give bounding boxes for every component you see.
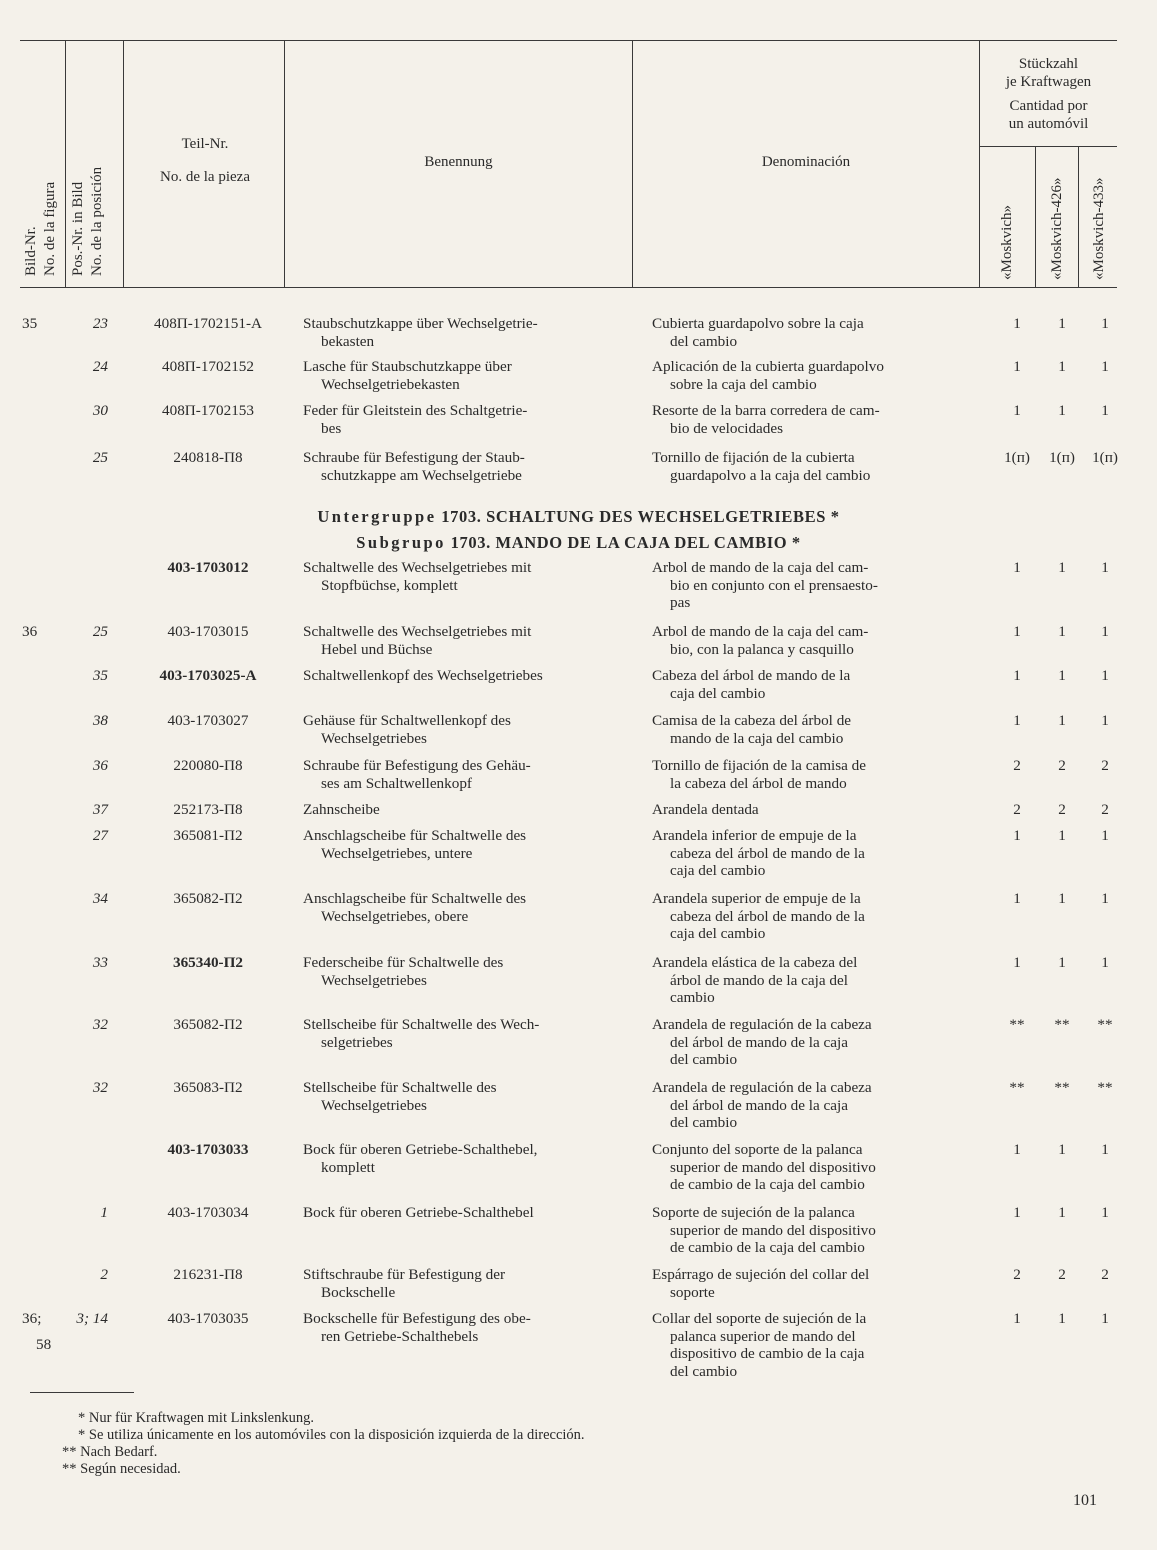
benennung-line: bes [321,419,342,437]
benennung-cell [303,1266,613,1301]
denominacion-line: dispositivo de cambio de la caja [670,1345,865,1362]
qty-moskvich: 1 [1013,827,1021,844]
denominacion-line: Arbol de mando de la caja del cam- [652,559,869,576]
qty-moskvich: 1 [1013,890,1021,907]
position-number: 27 [92,827,108,844]
qty-moskvich-426: 1(п) [1049,449,1075,466]
benennung-cell [303,623,613,658]
benennung-line: Wechselgetriebes [321,1096,427,1114]
denominacion-cell [652,801,966,819]
benennung-line: Gehäuse für Schaltwellenkopf des [303,712,511,729]
benennung-line: ses am Schaltwellenkopf [321,774,472,792]
qty-moskvich-433: 1 [1101,623,1109,640]
qty-moskvich-426: 1 [1058,1310,1066,1327]
denominacion-line: sobre la caja del cambio [670,375,817,393]
qty-moskvich: 1 [1013,667,1021,684]
part-number: 365082-П2 [173,890,243,907]
benennung-cell [303,1016,613,1051]
benennung-line: Schaltwelle des Wechselgetriebes mit [303,623,532,640]
qty-moskvich-426: 1 [1058,712,1066,729]
benennung-cell [303,358,613,393]
footnote-4: ** Según necesidad. [62,1461,181,1477]
denominacion-line: Arbol de mando de la caja del cam- [652,623,869,640]
benennung-cell [303,827,613,862]
denominacion-line: Arandela de regulación de la cabeza [652,1079,872,1096]
qty-moskvich-426: 1 [1058,402,1066,419]
qty-moskvich: 1(п) [1004,449,1030,466]
denominacion-cell [652,1266,966,1301]
qty-moskvich-433: 1 [1101,402,1109,419]
denominacion-line: del cambio [670,1362,738,1380]
denominacion-line: caja del cambio [670,925,766,942]
position-number: 25 [92,449,108,466]
qty-moskvich: 1 [1013,358,1021,375]
denominacion-line: Cubierta guardapolvo sobre la caja [652,315,864,332]
denominacion-line: Tornillo de fijación de la cubierta [652,449,855,466]
col-divider-2 [123,40,124,287]
qty-moskvich-433: 1 [1101,712,1109,729]
denominacion-cell [652,358,966,393]
denominacion-line: Arandela inferior de empuje de la [652,827,857,844]
qty-moskvich-426: 1 [1058,358,1066,375]
part-number: 365081-П2 [173,827,243,844]
qty-moskvich-433: 2 [1101,757,1109,774]
qty-moskvich: 1 [1013,402,1021,419]
benennung-line: Zahnscheibe [303,801,380,818]
benennung-line: schutzkappe am Wechselgetriebe [321,466,522,484]
qty-moskvich: 2 [1013,1266,1021,1283]
col-divider-7 [1078,146,1079,287]
denominacion-cell [652,1016,966,1069]
benennung-line: Bock für oberen Getriebe-Schalthebel [303,1204,534,1221]
qty-moskvich-426: 1 [1058,667,1066,684]
denominacion-line: bio en conjunto con el prensaesto- [670,576,878,594]
denominacion-line: mando de la caja del cambio [670,729,844,747]
footnote-3: ** Nach Bedarf. [62,1444,158,1460]
qty-moskvich: 1 [1013,1204,1021,1221]
part-number: 403-1703025-А [159,667,257,684]
benennung-cell [303,1310,613,1345]
benennung-line: Staubschutzkappe über Wechselgetrie- [303,315,538,332]
figure-number: 35 [22,315,38,332]
denominacion-line: del árbol de mando de la caja [670,1096,848,1114]
denominacion-line: Resorte de la barra corredera de cam- [652,402,880,419]
benennung-line: Stellscheibe für Schaltwelle des [303,1079,497,1096]
part-number: 403-1703012 [167,559,249,576]
qty-moskvich-426: 1 [1058,315,1066,332]
qty-moskvich-433: ** [1097,1016,1113,1033]
denominacion-line: superior de mando del dispositivo [670,1221,876,1239]
footnote-2: * Se utiliza únicamente en los automóviles con la disposición izquierda de la dirección. [78,1427,585,1443]
denominacion-line: caja del cambio [670,684,766,702]
position-number: 24 [92,358,108,375]
denominacion-line: Tornillo de fijación de la camisa de [652,757,867,774]
part-number: 365340-П2 [172,954,244,971]
denominacion-line: Collar del soporte de sujeción de la [652,1310,867,1327]
benennung-cell [303,559,613,594]
denominacion-line: del cambio [670,332,738,350]
denominacion-line: Arandela dentada [652,801,759,818]
benennung-line: Schaltwellenkopf des Wechselgetriebes [303,667,543,684]
header-stueckzahl: Stückzahl je Kraftwagen Cantidad por un automóvil [1005,56,1092,132]
qty-moskvich: ** [1009,1079,1025,1096]
part-number: 252173-П8 [173,801,243,818]
denominacion-line: caja del cambio [670,862,766,879]
position-number: 37 [92,801,108,818]
header-teil-nr: Teil-Nr. No. de la pieza [160,136,250,185]
qty-moskvich: 1 [1013,1141,1021,1158]
denominacion-cell [652,757,966,792]
part-number: 408П-1702152 [162,358,254,375]
benennung-line: komplett [321,1158,375,1176]
denominacion-line: del cambio [670,1114,738,1131]
denominacion-line: Espárrago de sujeción del collar del [652,1266,870,1283]
denominacion-line: cambio [670,989,715,1006]
page-number: 101 [1073,1492,1097,1509]
subgroup-title-es: Subgrupo 1703. MANDO DE LA CAJA DEL CAMBIO * [356,533,801,552]
qty-moskvich-426: ** [1054,1079,1070,1096]
benennung-cell [303,954,613,989]
benennung-line: Wechselgetriebes [321,971,427,989]
benennung-line: Bockschelle für Befestigung des obe- [303,1310,531,1327]
denominacion-line: superior de mando del dispositivo [670,1158,876,1176]
denominacion-cell [652,449,966,484]
qty-moskvich-426: 2 [1058,801,1066,818]
denominacion-cell [652,667,966,702]
header-bild-nr: Bild-Nr. No. de la figura [23,181,58,276]
denominacion-cell [652,1141,966,1194]
header-bottom-rule [20,287,1117,288]
header-pos-nr: Pos.-Nr. in Bild No. de la posición [70,166,105,276]
qty-moskvich-426: 2 [1058,1266,1066,1283]
benennung-line: Federscheibe für Schaltwelle des [303,954,504,971]
benennung-line: Stiftschraube für Befestigung der [303,1266,506,1283]
part-number: 216231-П8 [173,1266,243,1283]
denominacion-line: soporte [670,1283,715,1301]
benennung-line: Anschlagscheibe für Schaltwelle des [303,890,527,907]
qty-moskvich-433: ** [1097,1079,1113,1096]
denominacion-cell [652,402,966,437]
part-number: 408П-1702153 [162,402,254,419]
part-number: 365082-П2 [173,1016,243,1033]
benennung-line: Schraube für Befestigung der Staub- [303,449,525,466]
header-top-rule [20,40,1117,41]
benennung-line: Wechselgetriebekasten [321,375,460,393]
denominacion-line: la cabeza del árbol de mando [670,774,847,792]
qty-moskvich-433: 1 [1101,358,1109,375]
benennung-line: bekasten [321,332,375,350]
qty-moskvich-433: 1 [1101,1310,1109,1327]
denominacion-line: árbol de mando de la caja del [670,971,848,989]
denominacion-line: bio de velocidades [670,419,784,437]
benennung-line: Feder für Gleitstein des Schaltgetrie- [303,402,528,419]
denominacion-line: cabeza del árbol de mando de la [670,907,865,925]
header-model-moskvich-433: «Moskvich-433» [1091,177,1107,280]
benennung-line: Bock für oberen Getriebe-Schalthebel, [303,1141,538,1158]
position-number: 34 [92,890,108,907]
benennung-line: selgetriebes [321,1033,393,1051]
benennung-line: Schraube für Befestigung des Gehäu- [303,757,531,774]
denominacion-line: Camisa de la cabeza del árbol de [652,712,852,729]
benennung-line: Stellscheibe für Schaltwelle des Wech- [303,1016,540,1033]
subgroup-title-de: Untergruppe 1703. SCHALTUNG DES WECHSELGETRIEBES * [317,507,840,526]
qty-moskvich: 1 [1013,559,1021,576]
qty-moskvich-433: 1 [1101,954,1109,971]
denominacion-line: bio, con la palanca y casquillo [670,640,854,658]
header-model-moskvich: «Moskvich» [999,205,1015,280]
denominacion-cell [652,827,966,880]
qty-moskvich-426: 1 [1058,559,1066,576]
benennung-line: Wechselgetriebes, obere [321,907,469,925]
quantity-sub-rule [980,146,1117,147]
qty-moskvich-433: 2 [1101,1266,1109,1283]
part-number: 240818-П8 [173,449,243,466]
benennung-line: ren Getriebe-Schalthebels [321,1327,479,1345]
header-benennung: Benennung [424,154,493,170]
denominacion-line: Aplicación de la cubierta guardapolvo [652,358,884,375]
qty-moskvich-426: 1 [1058,954,1066,971]
denominacion-line: Conjunto del soporte de la palanca [652,1141,863,1158]
position-number: 30 [92,402,108,419]
denominacion-cell [652,559,966,612]
position-number: 1 [100,1204,108,1221]
part-number: 403-1703033 [167,1141,249,1158]
benennung-line: Lasche für Staubschutzkappe über [303,358,512,375]
footnote-rule [30,1392,134,1393]
qty-moskvich-426: 1 [1058,1204,1066,1221]
denominacion-cell [652,1204,966,1257]
position-number: 23 [92,315,108,332]
denominacion-cell [652,890,966,943]
benennung-cell [303,449,613,484]
qty-moskvich-426: 1 [1058,827,1066,844]
denominacion-cell [652,623,966,658]
benennung-line: Anschlagscheibe für Schaltwelle des [303,827,527,844]
qty-moskvich-433: 1(п) [1092,449,1118,466]
part-number: 403-1703027 [167,712,249,729]
qty-moskvich-433: 2 [1101,801,1109,818]
qty-moskvich: 2 [1013,801,1021,818]
position-number: 3; 14 [76,1310,108,1327]
qty-moskvich-433: 1 [1101,1204,1109,1221]
benennung-line: Stopfbüchse, komplett [321,576,458,594]
position-number: 33 [92,954,108,971]
benennung-cell [303,402,613,437]
qty-moskvich: 1 [1013,1310,1021,1327]
qty-moskvich-433: 1 [1101,890,1109,907]
benennung-cell [303,757,613,792]
benennung-line: Wechselgetriebes, untere [321,844,473,862]
position-number: 25 [92,623,108,640]
benennung-cell [303,1204,613,1222]
benennung-line: Hebel und Büchse [321,640,433,658]
denominacion-line: Cabeza del árbol de mando de la [652,667,851,684]
denominacion-line: Arandela elástica de la cabeza del [652,954,858,971]
denominacion-line: palanca superior de mando del [670,1327,856,1345]
benennung-cell [303,667,613,685]
denominacion-line: Soporte de sujeción de la palanca [652,1204,855,1221]
qty-moskvich-426: 1 [1058,1141,1066,1158]
qty-moskvich-433: 1 [1101,559,1109,576]
part-number: 408П-1702151-А [154,315,262,332]
denominacion-line: del cambio [670,1051,738,1068]
qty-moskvich: 2 [1013,757,1021,774]
qty-moskvich-426: 2 [1058,757,1066,774]
footnote-1: * Nur für Kraftwagen mit Linkslenkung. [78,1410,314,1426]
position-number: 38 [92,712,108,729]
position-number: 35 [92,667,108,684]
figure-number-extra: 58 [36,1336,52,1353]
denominacion-line: cabeza del árbol de mando de la [670,844,865,862]
part-number: 365083-П2 [173,1079,243,1096]
benennung-line: Wechselgetriebes [321,729,427,747]
denominacion-cell [652,1079,966,1132]
part-number: 220080-П8 [173,757,243,774]
denominacion-cell [652,1310,966,1380]
benennung-cell [303,801,613,819]
benennung-line: Schaltwelle des Wechselgetriebes mit [303,559,532,576]
denominacion-line: de cambio de la caja del cambio [670,1176,865,1193]
denominacion-line: Arandela superior de empuje de la [652,890,861,907]
position-number: 32 [92,1016,108,1033]
qty-moskvich: ** [1009,1016,1025,1033]
benennung-cell [303,315,613,350]
part-number: 403-1703015 [167,623,249,640]
denominacion-cell [652,315,966,350]
figure-number: 36; [22,1310,42,1327]
qty-moskvich-433: 1 [1101,827,1109,844]
col-divider-1 [65,40,66,287]
benennung-line: Bockschelle [321,1283,396,1301]
qty-moskvich: 1 [1013,315,1021,332]
benennung-cell [303,1079,613,1114]
part-number: 403-1703034 [167,1204,249,1221]
qty-moskvich-426: ** [1054,1016,1070,1033]
denominacion-line: guardapolvo a la caja del cambio [670,466,871,484]
part-number: 403-1703035 [167,1310,249,1327]
figure-number: 36 [22,623,38,640]
qty-moskvich-426: 1 [1058,623,1066,640]
denominacion-cell [652,954,966,1007]
header-denominacion: Denominación [761,154,851,170]
position-number: 32 [92,1079,108,1096]
benennung-cell [303,1141,613,1176]
col-divider-6 [1035,146,1036,287]
denominacion-line: pas [670,594,691,611]
denominacion-line: Arandela de regulación de la cabeza [652,1016,872,1033]
position-number: 2 [100,1266,108,1283]
qty-moskvich-433: 1 [1101,315,1109,332]
header-model-moskvich-426: «Moskvich-426» [1049,177,1065,280]
qty-moskvich: 1 [1013,954,1021,971]
qty-moskvich: 1 [1013,623,1021,640]
denominacion-line: de cambio de la caja del cambio [670,1239,865,1256]
qty-moskvich-433: 1 [1101,667,1109,684]
denominacion-line: del árbol de mando de la caja [670,1033,848,1051]
benennung-cell [303,890,613,925]
benennung-cell [303,712,613,747]
qty-moskvich: 1 [1013,712,1021,729]
position-number: 36 [92,757,108,774]
denominacion-cell [652,712,966,747]
qty-moskvich-426: 1 [1058,890,1066,907]
qty-moskvich-433: 1 [1101,1141,1109,1158]
